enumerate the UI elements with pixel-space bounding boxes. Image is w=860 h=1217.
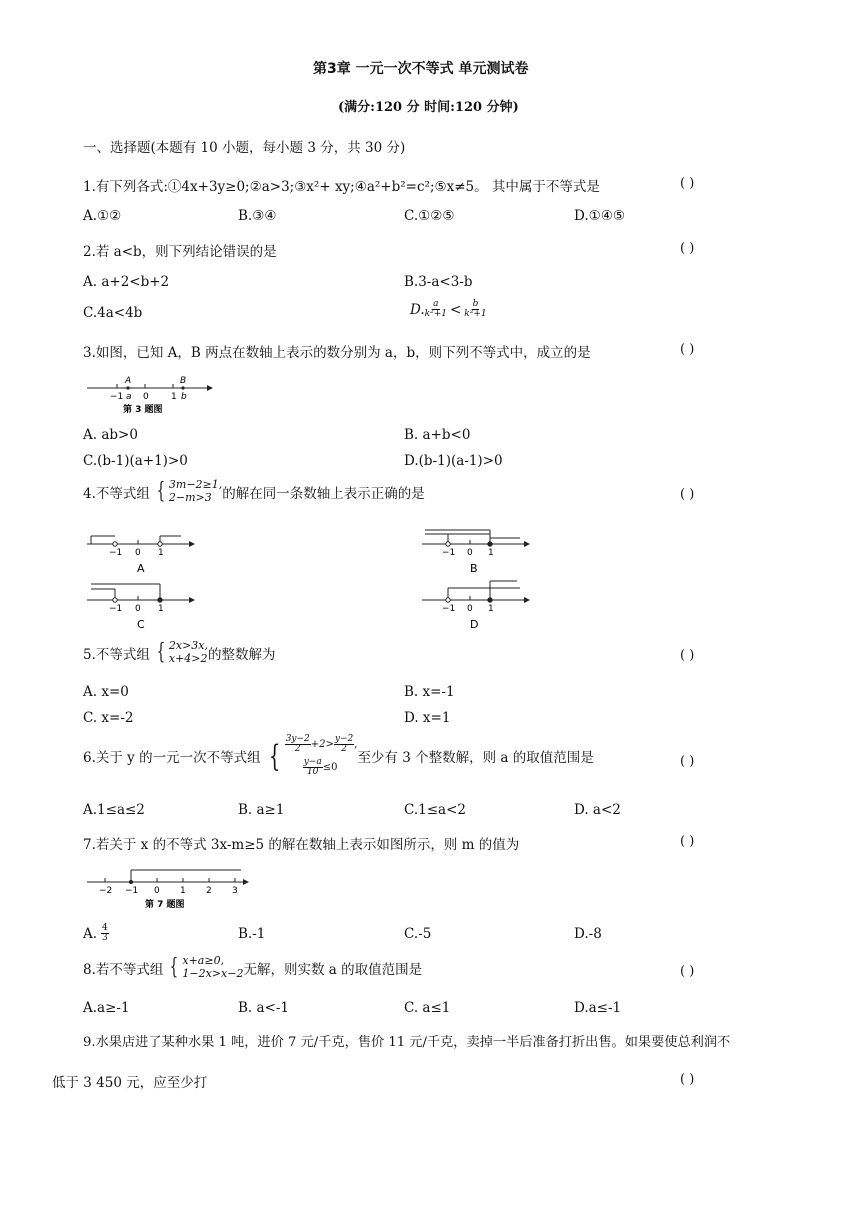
tick-label: −1 (442, 548, 456, 558)
figure-caption: 第 7 题图 (145, 900, 185, 910)
q3-option-c: C.(b-1)(a+1)>0 (83, 453, 188, 469)
q7-option-a: A. $\frac{4}{3}$ (83, 923, 108, 944)
answer-blank: ( ) (680, 754, 695, 769)
tick-label: 0 (143, 392, 149, 402)
tick-label: 1 (158, 604, 164, 614)
q7-option-b: B.-1 (238, 926, 266, 942)
q7-option-d: D.-8 (574, 926, 602, 942)
tick-label: 1 (488, 548, 494, 558)
question-2-stem: 2.若 a<b，则下列结论错误的是 (83, 244, 277, 260)
q8-option-b: B. a<-1 (238, 1000, 290, 1016)
option-letter: B (470, 562, 478, 575)
question-5-stem: 5.不等式组 { 2x>3x, x+4>2 的整数解为 (83, 639, 276, 666)
q8-option-d: D.a≤-1 (574, 1000, 622, 1016)
page-title: 第3章 一元一次不等式 单元测试卷 (313, 61, 529, 77)
section-heading: 一、选择题(本题有 10 小题，每小题 3 分，共 30 分) (83, 140, 406, 156)
tick-label: −1 (109, 548, 123, 558)
q5-option-c: C. x=-2 (83, 710, 134, 726)
question-6-stem: 6.关于 y 的一元一次不等式组 { $\frac{3y-2}{2}$ +2> $\frac{y-2}{2}$ , $\frac{y-a}{10}$ ≤0 至少有 3 个整数解，则 a 的取值范围是 (83, 734, 594, 778)
question-9-stem-line1: 9.水果店进了某种水果 1 吨，进价 7 元/千克，售价 11 元/千克，卖掉一半后准备打折出售。如果要使总利润不 (83, 1035, 731, 1050)
tick-label: 1 (171, 392, 177, 402)
answer-blank: ( ) (680, 964, 695, 979)
option-letter: D (470, 618, 479, 630)
fraction: $\frac{a}{\text{k²+1}}$ (424, 299, 447, 320)
answer-blank: ( ) (680, 1072, 695, 1087)
tick-label: b (181, 392, 187, 402)
option-letter: D. (410, 301, 425, 318)
tick-label: 0 (154, 886, 160, 896)
fraction: $\frac{b}{\text{k²+1}}$ (464, 299, 487, 320)
fraction: $\frac{4}{3}$ (102, 923, 108, 944)
tick-label: 1 (180, 886, 186, 896)
option-letter: C (137, 618, 145, 630)
q8-option-c: C. a≤1 (404, 1000, 451, 1016)
q6-option-a: A.1≤a≤2 (83, 802, 145, 818)
q4-figure-a (85, 528, 200, 576)
tick-label: 0 (467, 604, 473, 614)
inequality-system: { 2x>3x, x+4>2 (156, 639, 209, 666)
tick-label: −1 (125, 886, 139, 896)
q5-option-b: B. x=-1 (404, 684, 455, 700)
question-8-stem: 8.若不等式组 { x+a≥0, 1−2x>x−2 无解，则实数 a 的取值范围是 (83, 954, 423, 981)
question-1-stem: 1.有下列各式:①4x+3y≥0;②a>3;③x²+ xy;④a²+b²=c²;⑤x≠5。 其中属于不等式是 (83, 179, 600, 195)
point-label-a-upper: A (125, 376, 132, 386)
tick-label: 0 (135, 604, 141, 614)
tick-label: 0 (135, 548, 141, 558)
answer-blank: ( ) (680, 648, 695, 663)
q3-option-d: D.(b-1)(a-1)>0 (404, 453, 503, 469)
q6-option-c: C.1≤a<2 (404, 802, 466, 818)
q3-option-b: B. a+b<0 (404, 427, 471, 443)
tick-label: 3 (232, 886, 238, 896)
question-7-stem: 7.若关于 x 的不等式 3x-m≥5 的解在数轴上表示如图所示，则 m 的值为 (83, 837, 520, 853)
question-3-stem: 3.如图，已知 A，B 两点在数轴上表示的数分别为 a，b，则下列不等式中，成立的是 (83, 345, 591, 361)
answer-blank: ( ) (680, 487, 695, 502)
q4-figure-b (420, 524, 535, 576)
q6-option-b: B. a≥1 (238, 802, 285, 818)
q2-option-b: B.3-a<3-b (404, 274, 473, 290)
q8-option-a: A.a≥-1 (83, 1000, 130, 1016)
option-letter: A (137, 562, 145, 575)
answer-blank: ( ) (680, 342, 695, 357)
inequality-system: { 3m−2≥1, 2−m>3 (156, 478, 223, 505)
q3-option-a: A. ab>0 (83, 427, 138, 443)
q4-figure-d (420, 578, 535, 630)
q5-option-d: D. x=1 (404, 710, 451, 726)
q7-option-c: C.-5 (404, 926, 432, 942)
q4-figure-c (85, 578, 200, 630)
q1-option-a: A.①② (83, 208, 122, 224)
tick-label: 0 (467, 548, 473, 558)
q6-option-d: D. a<2 (574, 802, 621, 818)
question-9-stem-line2: 低于 3 450 元，应至少打 (52, 1075, 208, 1091)
q2-option-a: A. a+2<b+2 (83, 274, 170, 290)
answer-blank: ( ) (680, 834, 695, 849)
q3-number-line-figure (85, 374, 215, 416)
tick-label: 2 (206, 886, 212, 896)
tick-label: −1 (109, 604, 123, 614)
tick-label: 1 (488, 604, 494, 614)
question-4-stem: 4.不等式组 { 3m−2≥1, 2−m>3 的解在同一条数轴上表示正确的是 (83, 478, 425, 505)
point-label-b-upper: B (180, 376, 187, 386)
inequality-system: { $\frac{3y-2}{2}$ +2> $\frac{y-2}{2}$ , $\frac{y-a}{10}$ ≤0 (268, 734, 358, 778)
tick-label: −1 (110, 392, 124, 402)
tick-label: −2 (99, 886, 113, 896)
tick-label: a (126, 392, 132, 402)
q1-option-b: B.③④ (238, 208, 277, 224)
tick-label: −1 (442, 604, 456, 614)
q1-option-d: D.①④⑤ (574, 208, 625, 224)
q2-option-c: C.4a<4b (83, 305, 143, 321)
tick-label: 1 (158, 548, 164, 558)
inequality-system: { x+a≥0, 1−2x>x−2 (170, 954, 244, 981)
q5-option-a: A. x=0 (83, 684, 129, 700)
figure-caption: 第 3 题图 (123, 405, 163, 415)
q7-number-line-figure (85, 866, 253, 912)
q1-option-c: C.①②⑤ (404, 208, 455, 224)
page-subtitle: (满分:120 分 时间:120 分钟) (338, 100, 519, 115)
q2-option-d: D. $\frac{a}{\text{k²+1}}$ < $\frac{b}{\text{k²+1}}$ (410, 299, 487, 320)
answer-blank: ( ) (680, 176, 695, 191)
answer-blank: ( ) (680, 241, 695, 256)
